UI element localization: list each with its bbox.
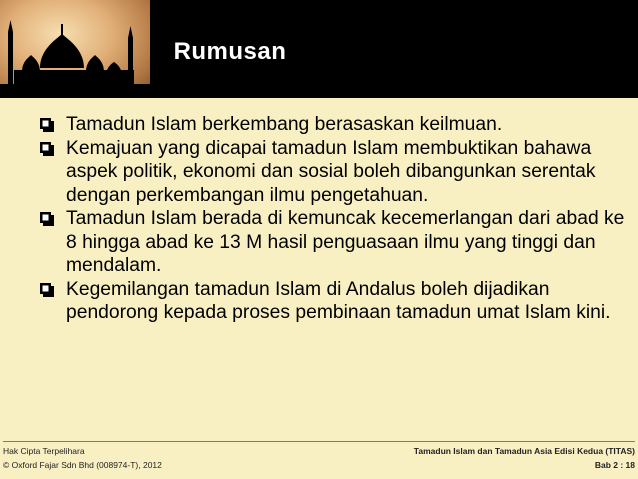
square-bullet-icon <box>40 142 54 156</box>
footer-divider <box>3 441 635 442</box>
square-bullet-icon <box>40 283 54 297</box>
book-title: Tamadun Islam dan Tamadun Asia Edisi Kedua (TITAS) <box>413 446 635 456</box>
list-item <box>40 113 630 137</box>
list-item <box>40 278 630 325</box>
list-item <box>40 137 630 208</box>
list-item-text: Kemajuan yang dicapai tamadun Islam membuktikan bahawa aspek politik, ekonomi dan sosial boleh dibangunkan serentak dengan perkembangan ilmu pengetahuan. <box>66 137 596 206</box>
copyright-line-1: Hak Cipta Terpelihara <box>3 446 85 456</box>
header-bar <box>0 0 638 98</box>
bullet-list <box>40 113 630 325</box>
square-bullet-icon <box>40 212 54 226</box>
list-item-text: Tamadun Islam berkembang berasaskan keilmuan. <box>66 114 503 135</box>
page-title: Rumusan <box>173 38 287 65</box>
square-bullet-icon <box>40 118 54 132</box>
copyright-line-2: © Oxford Fajar Sdn Bhd (008974-T), 2012 <box>3 460 162 470</box>
page-reference: Bab 2 : 18 <box>594 460 635 470</box>
list-item-text: Tamadun Islam berada di kemuncak kecemerlangan dari abad ke 8 hingga abad ke 13 M hasil penguasaan ilmu yang tinggi dan mendalam. <box>66 208 625 276</box>
mosque-silhouette-icon <box>0 0 150 98</box>
list-item-text: Kegemilangan tamadun Islam di Andalus boleh dijadikan pendorong kepada proses pembinaan tamadun umat Islam kini. <box>66 278 611 323</box>
list-item <box>40 207 630 278</box>
